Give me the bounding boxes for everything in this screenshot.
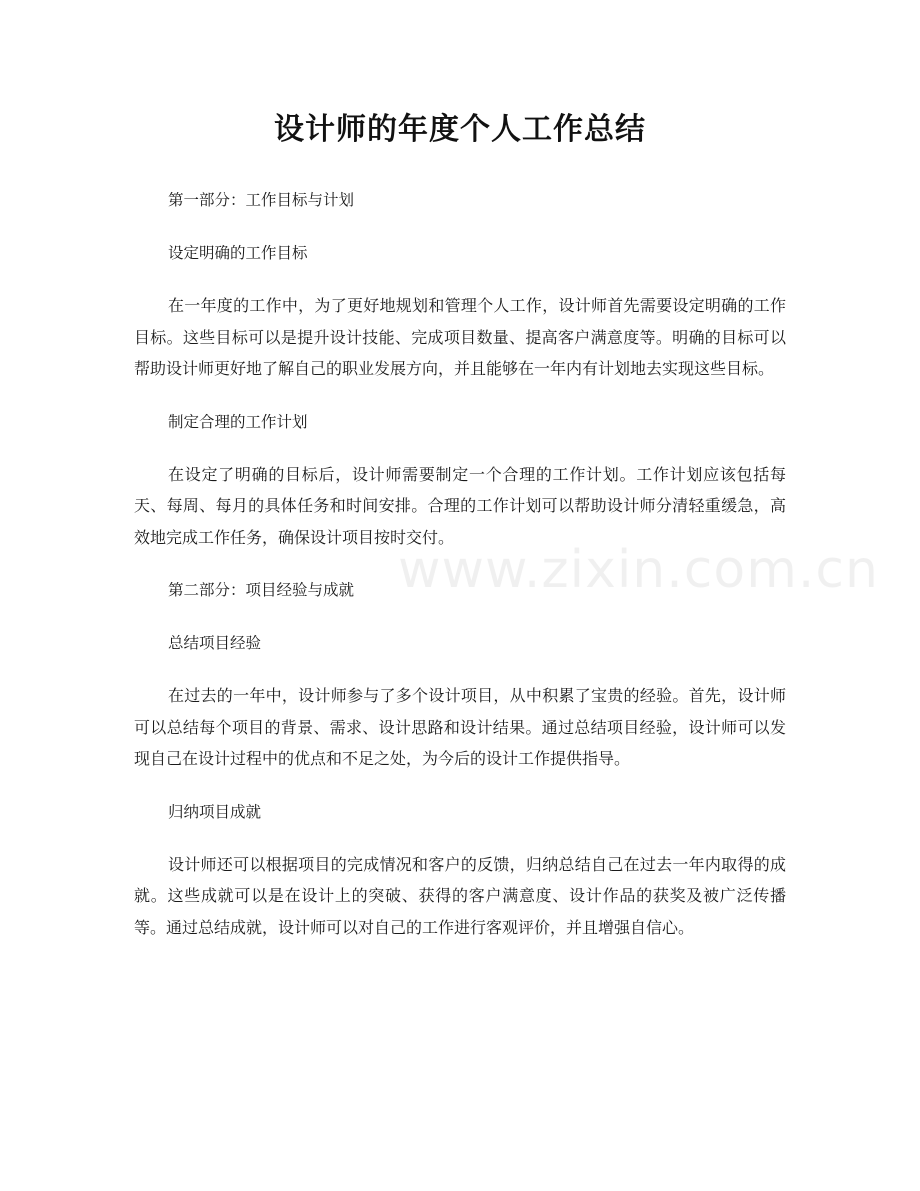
section-heading: 第一部分：工作目标与计划 xyxy=(168,191,355,209)
subsection-heading: 制定合理的工作计划 xyxy=(168,412,308,431)
paragraph: 在设定了明确的目标后，设计师需要制定一个合理的工作计划。工作计划应该包括每天、每周、每月的具体任务和时间安排。合理的工作计划可以帮助设计师分清轻重缓急，高效地完成工作任务，确保设计项目按时交付。 xyxy=(134,464,786,547)
subsection-heading: 设定明确的工作目标 xyxy=(168,244,308,262)
paragraph: 设计师还可以根据项目的完成情况和客户的反馈，归纳总结自己在过去一年内取得的成就。这些成就可以是在设计上的突破、获得的客户满意度、设计作品的获奖及被广泛传播等。通过总结成就，设计师可以对自己的工作进行客观评价，并且增强自信心。 xyxy=(134,854,786,937)
paragraph: 在一年度的工作中，为了更好地规划和管理个人工作，设计师首先需要设定明确的工作目标。这些目标可以是提升设计技能、完成项目数量、提高客户满意度等。明确的目标可以帮助设计师更好地了解自己的职业发展方向，并且能够在一年内有计划地去实现这些目标。 xyxy=(134,296,786,378)
subsection-heading: 归纳项目成就 xyxy=(168,802,262,821)
paragraph: 在过去的一年中，设计师参与了多个设计项目，从中积累了宝贵的经验。首先，设计师可以总结每个项目的背景、需求、设计思路和设计结果。通过总结项目经验，设计师可以发现自己在设计过程中的优点和不足之处，为今后的设计工作提供指导。 xyxy=(134,686,786,768)
subsection-heading: 总结项目经验 xyxy=(168,634,262,652)
page-title: 设计师的年度个人工作总结 xyxy=(274,112,646,147)
section-heading: 第二部分：项目经验与成就 xyxy=(168,581,355,599)
watermark: www.zixin.com.cn xyxy=(398,540,879,600)
